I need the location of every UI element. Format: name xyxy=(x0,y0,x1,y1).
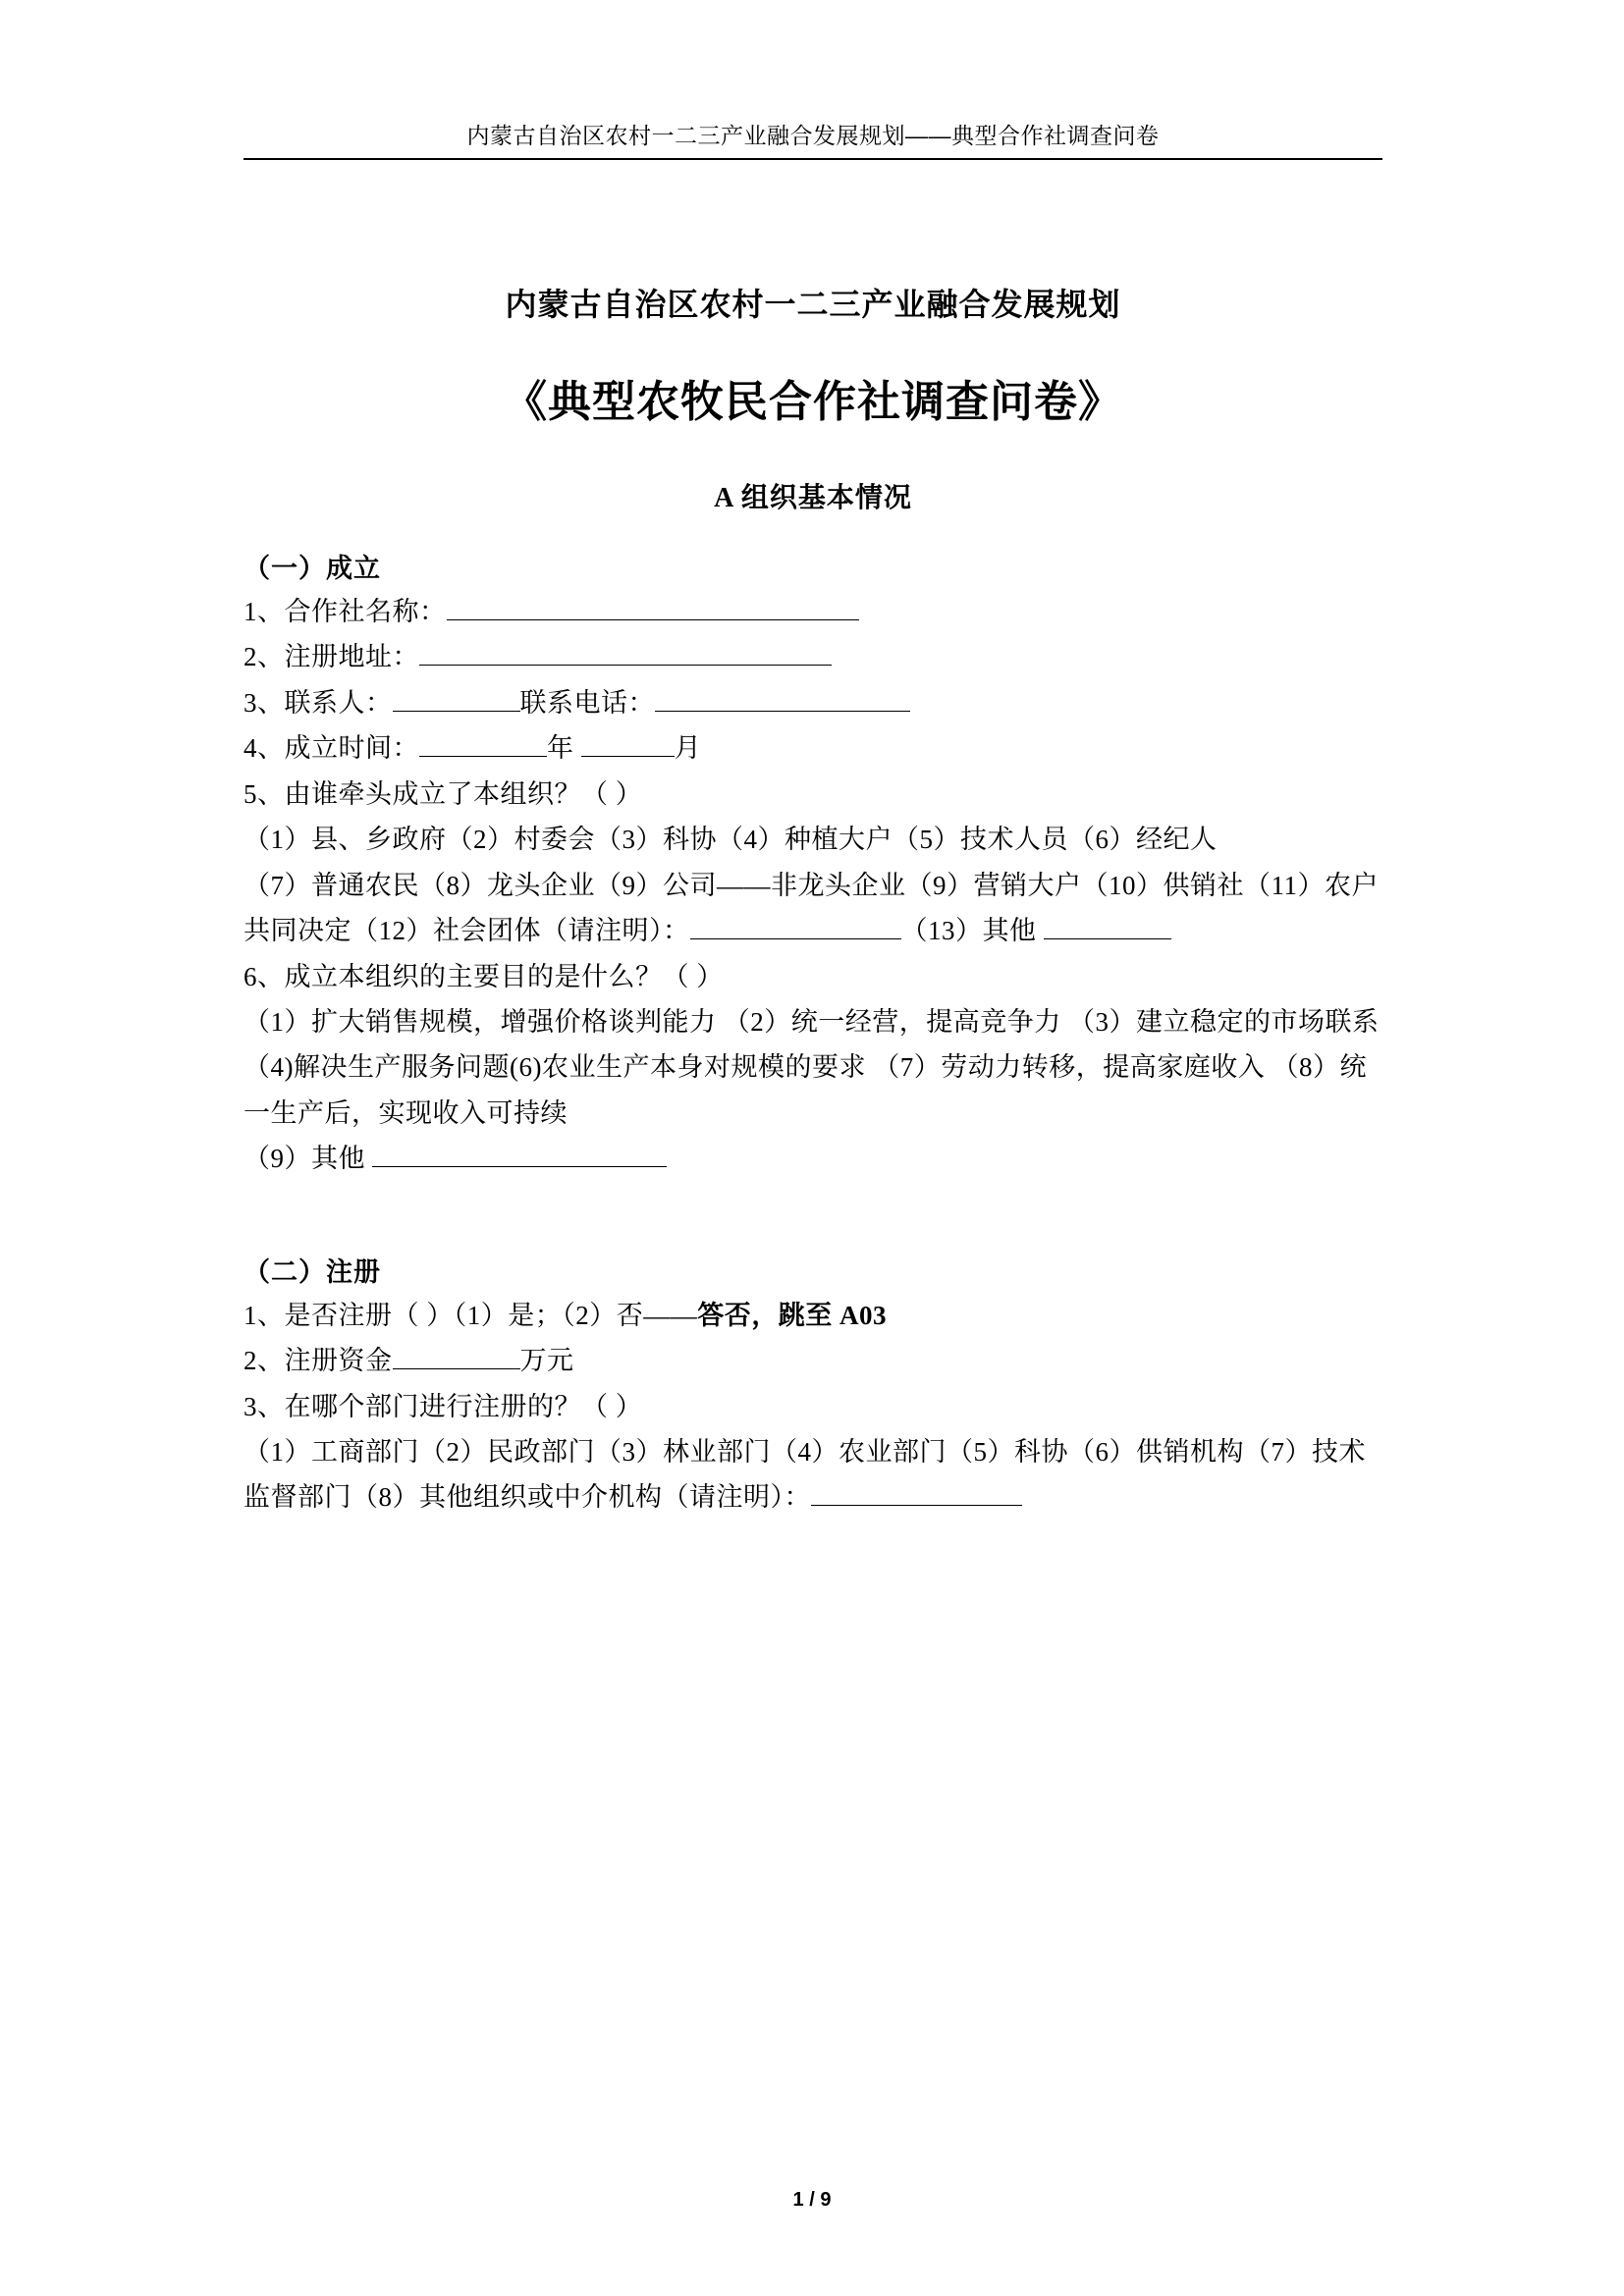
page-content xyxy=(244,0,1382,2296)
page-number: 1 / 9 xyxy=(792,2189,832,2211)
initiator-social-group-blank[interactable] xyxy=(690,911,901,939)
question-establish-date xyxy=(244,725,1382,771)
establish-month-blank[interactable] xyxy=(581,728,675,757)
section-a-title: A 组织基本情况 xyxy=(714,483,912,513)
question-initiator-other-label: （13）其他 xyxy=(900,916,1044,946)
document-title-secondary: 《典型农牧民合作社调查问卷》 xyxy=(504,378,1122,426)
question-purpose-other-label: （9）其他 xyxy=(244,1144,373,1174)
contact-phone-blank[interactable] xyxy=(655,683,910,712)
document-title-primary: 内蒙古自治区农村一二三产业融合发展规划 xyxy=(505,287,1121,322)
register-address-blank[interactable] xyxy=(419,637,832,666)
question-coop-name-label: 1、合作社名称： xyxy=(244,597,447,626)
running-header: 内蒙古自治区农村一二三产业融合发展规划——典型合作社调查问卷 xyxy=(466,123,1160,148)
purpose-other-blank[interactable] xyxy=(372,1139,667,1167)
header-divider xyxy=(244,158,1382,160)
registered-capital-blank[interactable] xyxy=(393,1341,520,1369)
question-coop-name xyxy=(244,589,1382,634)
initiator-other-blank[interactable] xyxy=(1044,911,1171,939)
question-contact xyxy=(244,680,1382,725)
establish-month-unit: 月 xyxy=(674,733,702,764)
question-initiator-options-2 xyxy=(244,863,1382,954)
question-registration-department: 3、在哪个部门进行注册的？（ ） xyxy=(244,1391,643,1421)
establish-year-unit: 年 xyxy=(547,733,574,764)
contact-person-blank[interactable] xyxy=(393,683,520,712)
question-register-address xyxy=(244,634,1382,679)
question-purpose-options: （1）扩大销售规模，增强价格谈判能力 （2）统一经营，提高竞争力 （3）建立稳定的市场联系 （4)解决生产服务问题(6)农业生产本身对规模的要求 （7）劳动力转移，提高家庭收入 （8）统一生产后，实现收入可持续 xyxy=(244,1006,1380,1128)
question-contact-label: 3、联系人： xyxy=(244,687,393,718)
question-register-address-label: 2、注册地址： xyxy=(244,642,419,672)
question-initiator: 5、由谁牵头成立了本组织？（ ） xyxy=(244,778,643,809)
question-initiator-options-1: （1）县、乡政府（2）村委会（3）科协（4）种植大户（5）技术人员（6）经纪人 xyxy=(244,825,1218,855)
question-registration-department-options xyxy=(244,1429,1382,1521)
question-registered-capital xyxy=(244,1338,1382,1383)
registered-capital-unit: 万元 xyxy=(519,1346,574,1376)
question-establish-date-label: 4、成立时间： xyxy=(244,733,419,764)
question-registration-department-options-text: （1）工商部门（2）民政部门（3）林业部门（4）农业部门（5）科协（6）供销机构（7）技术监督部门（8）其他组织或中介机构（请注明）： xyxy=(244,1437,1366,1513)
skip-instruction: 答否，跳至 A03 xyxy=(697,1300,887,1330)
registration-department-other-blank[interactable] xyxy=(811,1477,1022,1506)
section-spacer xyxy=(244,1182,1382,1219)
subsection-heading-establishment: （一）成立 xyxy=(244,554,381,583)
question-registered-capital-label: 2、注册资金 xyxy=(244,1346,393,1376)
question-purpose-other xyxy=(244,1136,1382,1181)
question-is-registered xyxy=(244,1293,1382,1338)
question-initiator-options-2-text: （7）普通农民（8）龙头企业（9）公司——非龙头企业（9）营销大户（10）供销社（11）农户共同决定（12）社会团体（请注明）： xyxy=(244,870,1379,946)
subsection-heading-registration: （二）注册 xyxy=(244,1256,381,1287)
question-purpose: 6、成立本组织的主要目的是什么？（ ） xyxy=(244,961,724,991)
question-contact-phone-label: 联系电话： xyxy=(519,687,655,718)
establish-year-blank[interactable] xyxy=(419,728,547,757)
coop-name-blank[interactable] xyxy=(447,592,859,620)
question-is-registered-label: 1、是否注册（ ）（1）是；（2）否—— xyxy=(244,1300,698,1330)
